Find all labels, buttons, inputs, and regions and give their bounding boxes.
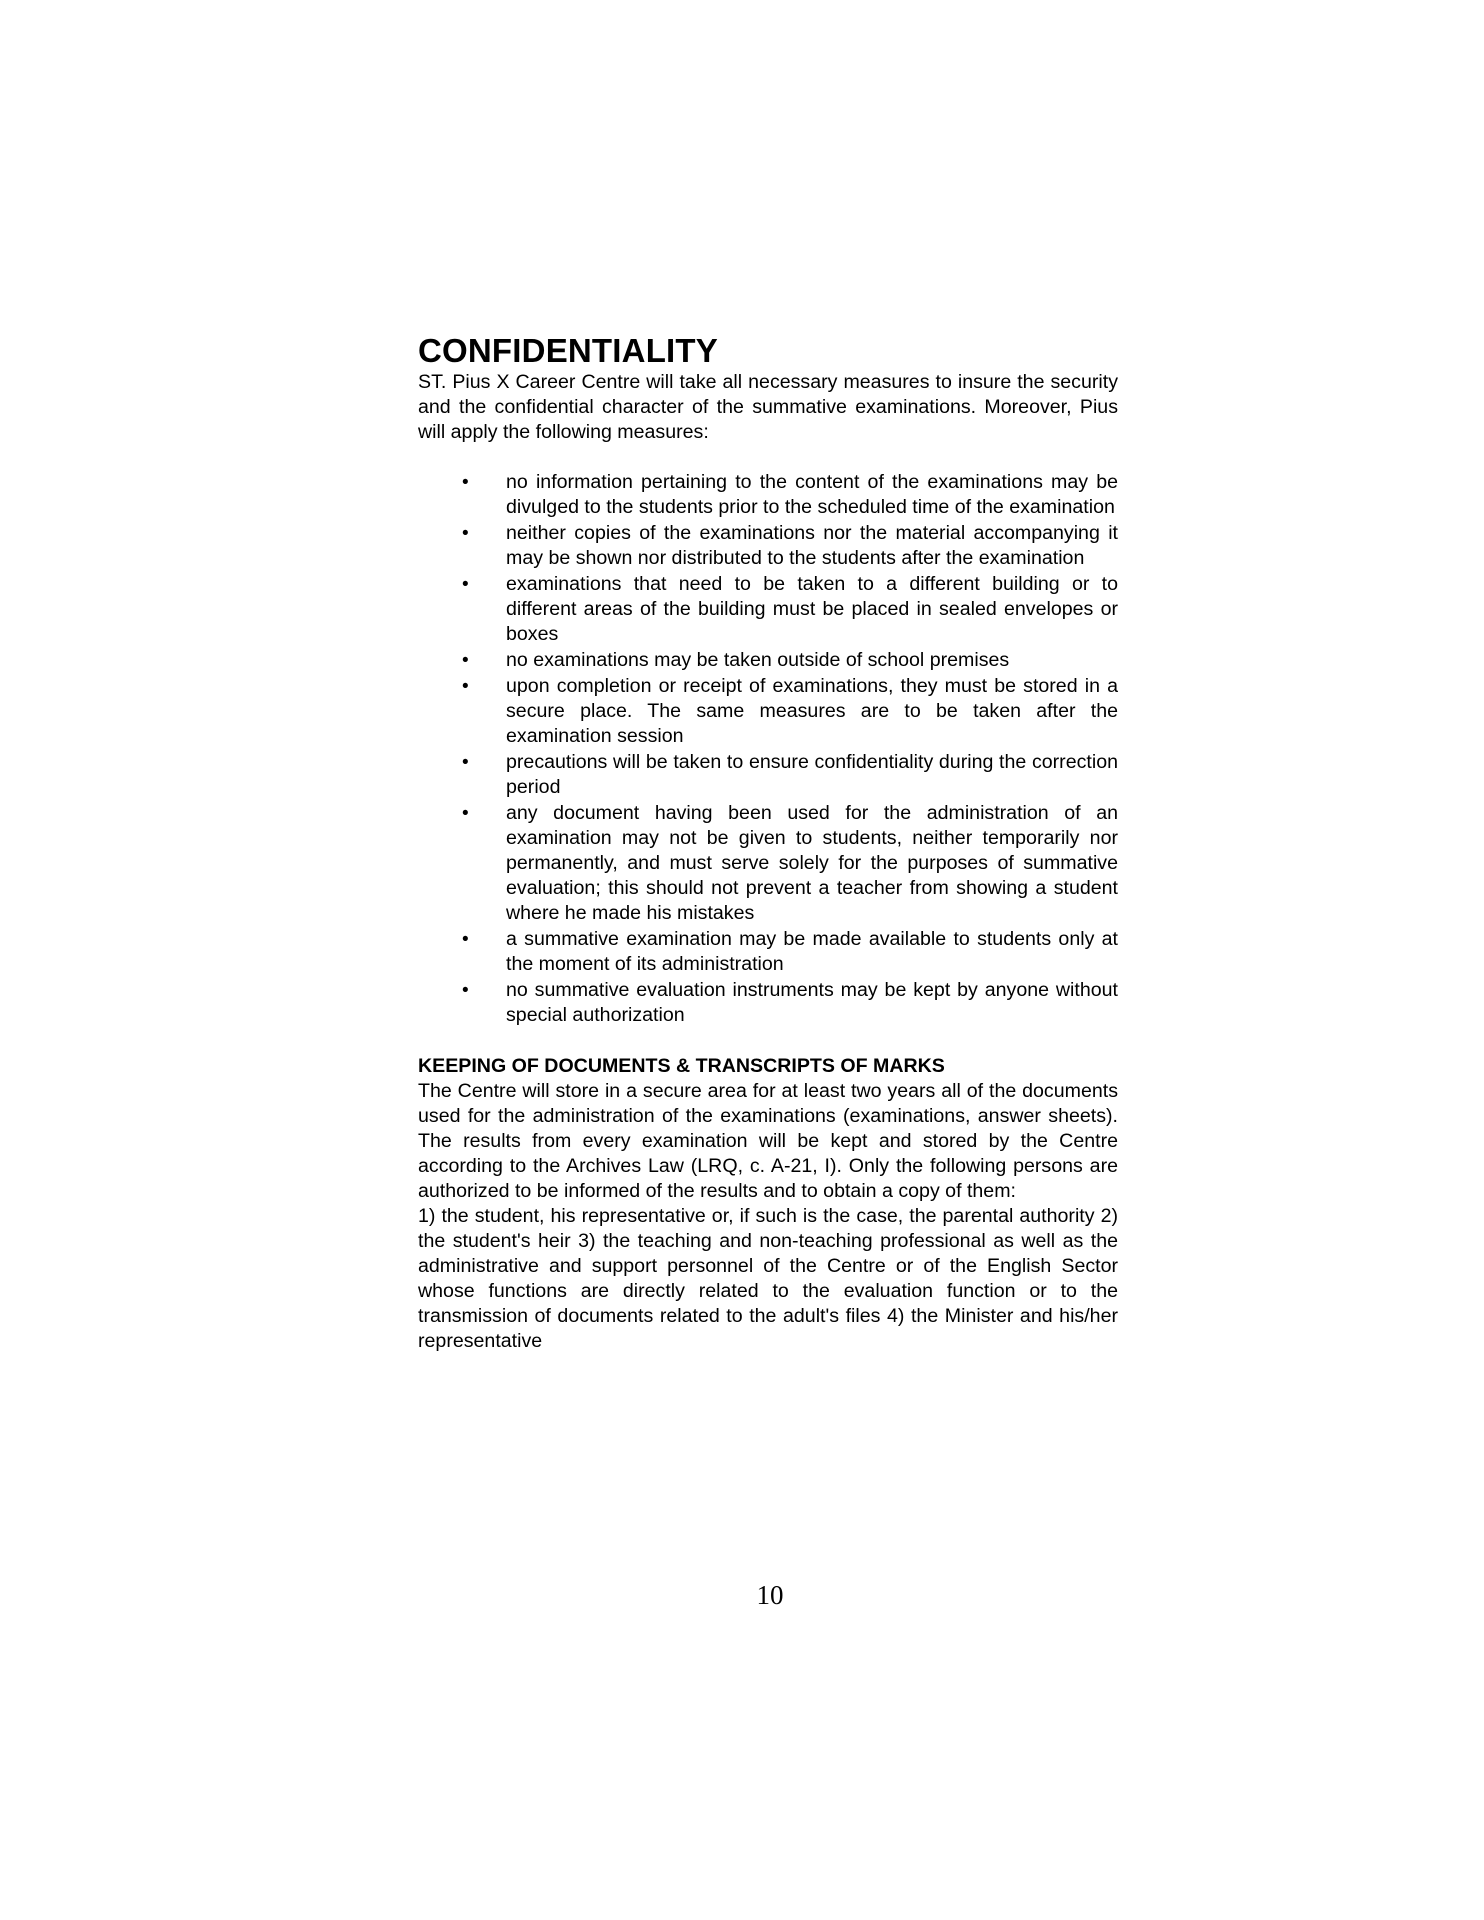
list-item-text: precautions will be taken to ensure confidentiality during the correction period (506, 751, 1118, 798)
list-item-text: no information pertaining to the content of the examinations may be divulged to the students prior to the scheduled time of the examination (506, 471, 1118, 518)
list-item-text: upon completion or receipt of examinations, they must be stored in a secure place. The same measures are to be taken after the examination session (506, 675, 1118, 747)
bullet-icon: • (462, 929, 469, 950)
list-item-text: neither copies of the examinations nor the material accompanying it may be shown nor distributed to the students after the examination (506, 522, 1118, 569)
list-item-text: a summative examination may be made available to students only at the moment of its administration (506, 928, 1118, 975)
bullet-icon: • (462, 472, 469, 493)
keeping-documents-paragraph: The Centre will store in a secure area for at least two years all of the documents used for the administration of the examinations (examinations, answer sheets). The results from every examination will be kept and stored by the Centre according to the Archives Law (LRQ, c. A-21, I). Only the following persons are authorized to be informed of the results and to obtain a copy of them: (418, 1080, 1118, 1202)
bullet-icon: • (462, 803, 469, 824)
list-item-text: any document having been used for the administration of an examination may not be given to students, neither temporarily nor permanently, and must serve solely for the purposes of summative evaluation; this should not prevent a teacher from showing a student where he made his mistakes (506, 802, 1118, 924)
list-item-text: no summative evaluation instruments may be kept by anyone without special authorization (506, 979, 1118, 1026)
list-item (418, 648, 1118, 673)
list-item-text: no examinations may be taken outside of school premises (506, 649, 1010, 671)
bullet-icon: • (462, 676, 469, 697)
authorized-persons-paragraph: 1) the student, his representative or, if such is the case, the parental authority 2) the student's heir 3) the teaching and non-teaching professional as well as the administrative and support personnel of the Centre or of the English Sector whose functions are directly related to the evaluation function or to the transmission of documents related to the adult's files 4) the Minister and his/her representative (418, 1205, 1118, 1352)
list-item (418, 521, 1118, 571)
confidentiality-intro: ST. Pius X Career Centre will take all necessary measures to insure the security and the confidential character of the summative examinations. Moreover, Pius will apply the following measures: (418, 371, 1118, 443)
bullet-icon: • (462, 980, 469, 1001)
list-item (418, 978, 1118, 1028)
page-number: 10 (756, 1580, 784, 1610)
section-title-confidentiality: CONFIDENTIALITY (418, 332, 718, 369)
bullet-icon: • (462, 650, 469, 671)
section-heading-keeping-documents: KEEPING OF DOCUMENTS & TRANSCRIPTS OF MARKS (418, 1055, 945, 1077)
list-item (418, 927, 1118, 977)
list-item-text: examinations that need to be taken to a different building or to different areas of the building must be placed in sealed envelopes or boxes (506, 573, 1118, 645)
list-item (418, 674, 1118, 749)
bullet-icon: • (462, 752, 469, 773)
list-item (418, 470, 1118, 520)
bullet-icon: • (462, 523, 469, 544)
list-item (418, 572, 1118, 647)
list-item (418, 801, 1118, 926)
bullet-icon: • (462, 574, 469, 595)
measures-list (418, 470, 1118, 1028)
list-item (418, 750, 1118, 800)
page-content (418, 332, 1118, 1354)
